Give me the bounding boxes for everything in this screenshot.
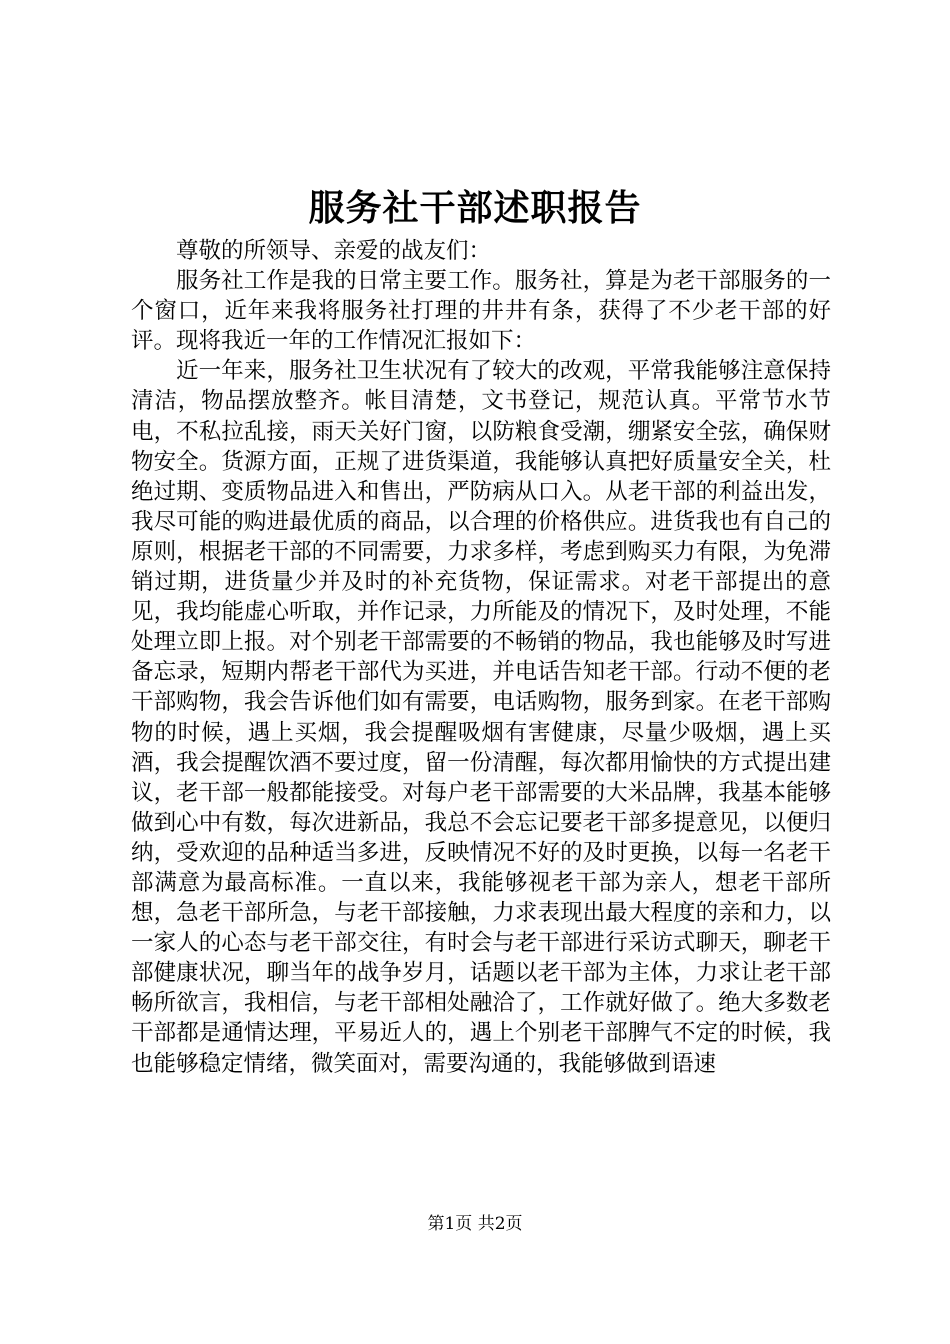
salutation-paragraph: 尊敬的所领导、亲爱的战友们： xyxy=(176,238,492,264)
document-body xyxy=(131,236,831,1079)
page-footer: 第1页 共2页 xyxy=(427,1214,523,1234)
page-title: 服务社干部述职报告 xyxy=(308,187,642,229)
intro-paragraph: 服务社工作是我的日常主要工作。服务社，算是为老干部服务的一个窗口，近年来我将服务社打理的井井有条，获得了不少老干部的好评。现将我近一年的工作情况汇报如下： xyxy=(131,268,831,355)
work-report-paragraph: 近一年来，服务社卫生状况有了较大的改观，平常我能够注意保持清洁，物品摆放整齐。帐目清楚，文书登记，规范认真。平常节水节电，不私拉乱接，雨天关好门窗，以防粮食受潮，绷紧安全弦，确保财物安全。货源方面，正规了进货渠道，我能够认真把好质量安全关，杜绝过期、变质物品进入和售出，严防病从口入。从老干部的利益出发，我尽可能的购进最优质的商品，以合理的价格供应。进货我也有自己的原则，根据老干部的不同需要，力求多样，考虑到购买力有限，为免滞销过期，进货量少并及时的补充货物，保证需求。对老干部提出的意见，我均能虚心听取，并作记录，力所能及的情况下，及时处理，不能处理立即上报。对个别老干部需要的不畅销的物品，我也能够及时写进备忘录，短期内帮老干部代为买进，并电话告知老干部。行动不便的老干部购物，我会告诉他们如有需要，电话购物，服务到家。在老干部购物的时候，遇上买烟，我会提醒吸烟有害健康，尽量少吸烟，遇上买酒，我会提醒饮酒不要过度，留一份清醒，每次都用愉快的方式提出建议，老干部一般都能接受。对每户老干部需要的大米品牌，我基本能够做到心中有数，每次进新品，我总不会忘记要老干部多提意见，以便归纳，受欢迎的品种适当多进，反映情况不好的及时更换，以每一名老干部满意为最高标准。一直以来，我能够视老干部为亲人，想老干部所想，急老干部所急，与老干部接触，力求表现出最大程度的亲和力，以一家人的心态与老干部交往，有时会与老干部进行采访式聊天，聊老干部健康状况，聊当年的战争岁月，话题以老干部为主体，力求让老干部畅所欲言，我相信，与老干部相处融洽了，工作就好做了。绝大多数老干部都是通情达理，平易近人的，遇上个别老干部脾气不定的时候，我也能够稳定情绪，微笑面对，需要沟通的，我能够做到语速 xyxy=(131,358,831,1077)
